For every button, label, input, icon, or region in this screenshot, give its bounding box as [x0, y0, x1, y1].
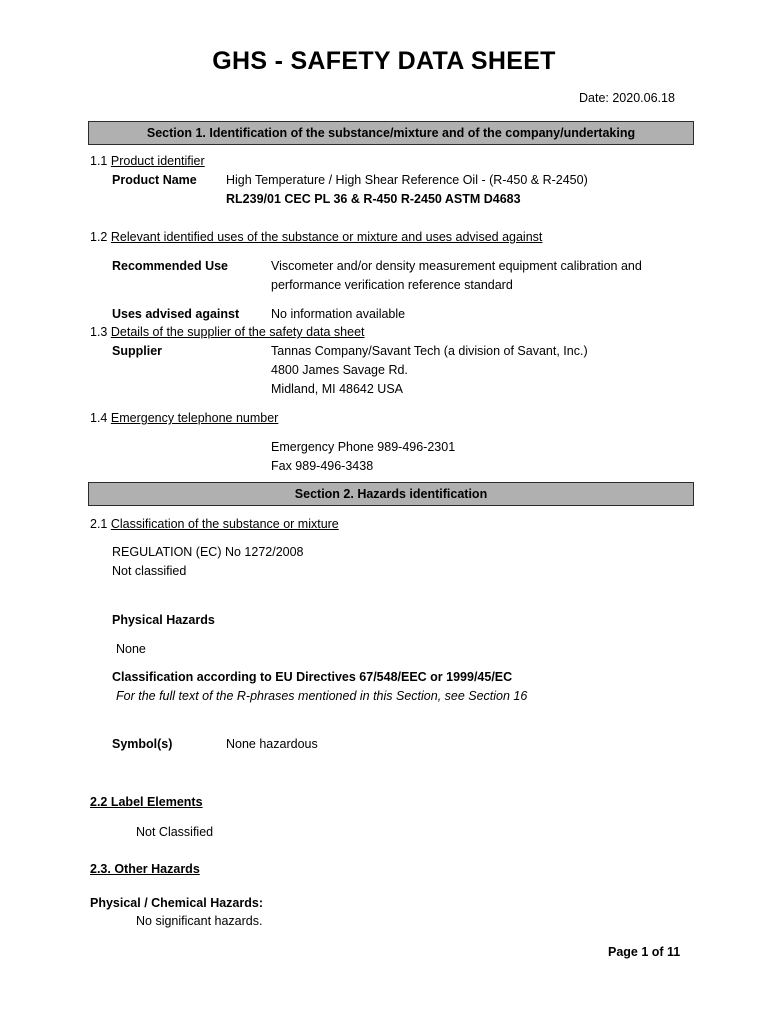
section-1-heading: Section 1. Identification of the substance/mixture and of the company/undertaking [88, 121, 694, 145]
physical-chemical-hazards-label: Physical / Chemical Hazards: [90, 896, 263, 910]
section-title: Product identifier [110, 154, 205, 168]
section-1-2-heading [90, 230, 542, 245]
section-1-4-heading [90, 411, 278, 426]
product-code-value: RL239/01 CEC PL 36 & R-450 R-2450 ASTM D4683 [226, 192, 521, 206]
section-2-1-heading [90, 517, 339, 532]
eu-classification-heading: Classification according to EU Directives 67/548/EEC or 1999/45/EC [112, 670, 513, 684]
recommended-use-line-1: Viscometer and/or density measurement equipment calibration and [271, 259, 642, 273]
section-title: Classification of the substance or mixture [110, 517, 339, 531]
section-number: 1.4 [90, 411, 108, 425]
physical-hazards-label: Physical Hazards [112, 613, 215, 627]
section-1-3-heading [90, 325, 365, 340]
fax-number: Fax 989-496-3438 [271, 459, 374, 473]
section-title: Relevant identified uses of the substance or mixture and uses advised against [110, 230, 543, 244]
symbols-label: Symbol(s) [112, 737, 173, 751]
section-title: Emergency telephone number [110, 411, 279, 425]
eu-classification-note: For the full text of the R-phrases mentioned in this Section, see Section 16 [116, 689, 528, 703]
regulation-text: REGULATION (EC) No 1272/2008 [112, 545, 304, 559]
section-number: 1.1 [90, 154, 108, 168]
document-title: GHS - SAFETY DATA SHEET [212, 47, 556, 75]
section-2-3-heading: 2.3. Other Hazards [90, 862, 200, 876]
product-name-value: High Temperature / High Shear Reference Oil - (R-450 & R-2450) [226, 173, 588, 187]
product-name-label: Product Name [112, 173, 197, 187]
recommended-use-label: Recommended Use [112, 259, 229, 273]
supplier-name: Tannas Company/Savant Tech (a division of Savant, Inc.) [271, 344, 588, 358]
supplier-city: Midland, MI 48642 USA [271, 382, 404, 396]
section-2-2-heading: 2.2 Label Elements [90, 795, 203, 809]
supplier-street: 4800 James Savage Rd. [271, 363, 408, 377]
physical-hazards-value: None [116, 642, 146, 656]
emergency-phone: Emergency Phone 989-496-2301 [271, 440, 456, 454]
uses-advised-against-value: No information available [271, 307, 406, 321]
recommended-use-line-2: performance verification reference standard [271, 278, 513, 292]
uses-advised-against-label: Uses advised against [112, 307, 240, 321]
page-number: Page 1 of 11 [608, 945, 681, 959]
supplier-label: Supplier [112, 344, 163, 358]
section-1-1-heading [90, 154, 205, 169]
section-title: Details of the supplier of the safety data sheet [110, 325, 365, 339]
section-number: 2.1 [90, 517, 108, 531]
section-2-heading: Section 2. Hazards identification [88, 482, 694, 506]
section-number: 1.2 [90, 230, 108, 244]
document-date: Date: 2020.06.18 [579, 91, 675, 105]
section-number: 1.3 [90, 325, 108, 339]
label-elements-value: Not Classified [136, 825, 214, 839]
physical-chemical-hazards-value: No significant hazards. [136, 914, 263, 928]
symbols-value: None hazardous [226, 737, 318, 751]
not-classified-text: Not classified [112, 564, 187, 578]
